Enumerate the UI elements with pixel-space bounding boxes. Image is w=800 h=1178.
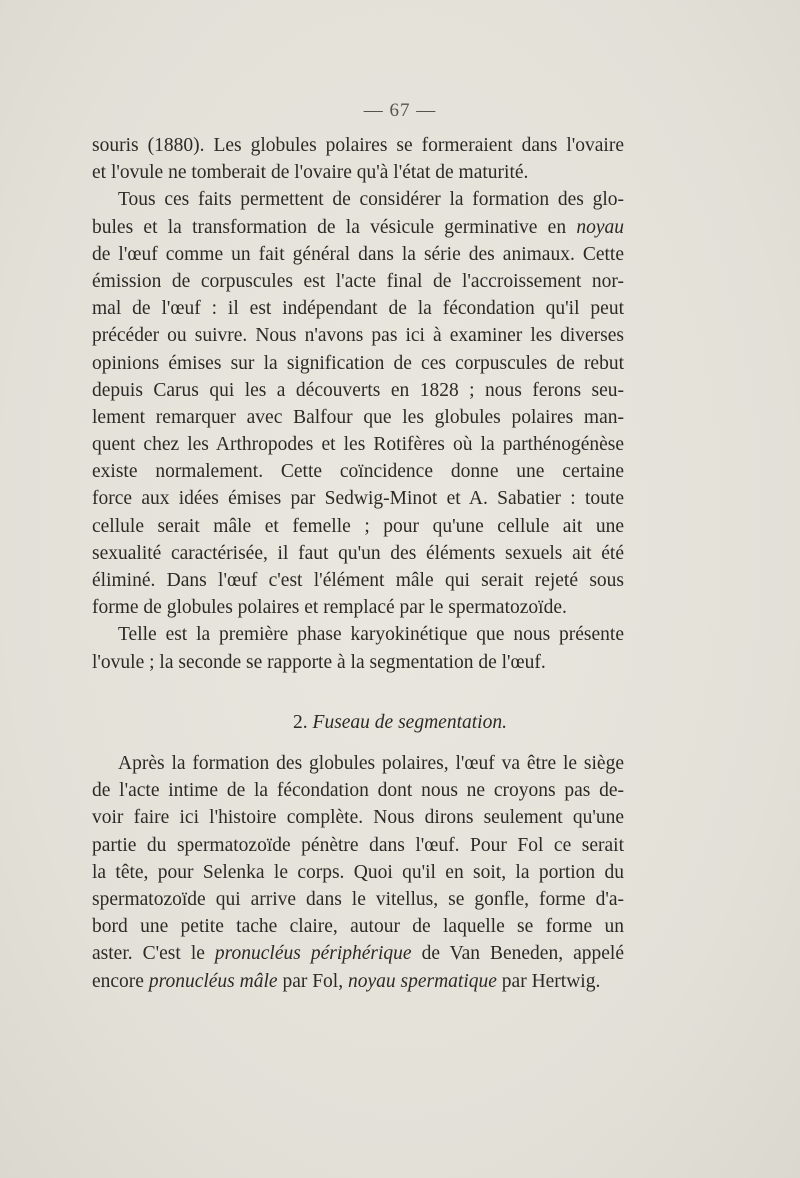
text-line: quent chez les Arthropodes et les Rotifères où la parthénogénèse <box>92 434 624 456</box>
text-line: forme de globules polaires et remplacé par le spermatozoïde. <box>92 597 567 619</box>
text-line: lement remarquer avec Balfour que les globules polaires man- <box>92 406 624 428</box>
body-text-top <box>92 132 624 676</box>
text-fragment: encore <box>92 970 149 992</box>
text-line: bord une petite tache claire, autour de laquelle se forme un <box>92 916 624 938</box>
section-number: 2. <box>293 712 308 733</box>
text-line: spermatozoïde qui arrive dans le vitellus, se gonfle, forme d'a- <box>92 888 624 910</box>
text-line: sexualité caractérisée, il faut qu'un des éléments sexuels ait été <box>92 542 624 564</box>
text-line: la tête, pour Selenka le corps. Quoi qu'il en soit, la portion du <box>92 861 624 883</box>
text-line <box>92 968 624 995</box>
text-line: Après la formation des globules polaires, l'œuf va être le siège <box>118 753 624 774</box>
text-line: opinions émises sur la signification de ces corpuscules de rebut <box>92 352 624 374</box>
text-fragment: aster. C'est le <box>92 943 215 965</box>
italic-term: noyau spermatique <box>347 970 497 992</box>
text-line <box>92 214 624 241</box>
text-line: mal de l'œuf : il est indépendant de la fécondation qu'il peut <box>92 298 624 320</box>
text-line: voir faire ici l'histoire complète. Nous dirons seulement qu'une <box>92 807 624 829</box>
text-line: et l'ovule ne tomberait de l'ovaire qu'à l'état de maturité. <box>92 162 529 184</box>
text-fragment: par Hertwig. <box>496 970 601 992</box>
text-line: cellule serait mâle et femelle ; pour qu'une cellule ait une <box>92 515 624 537</box>
text-line: depuis Carus qui les a découverts en 1828 ; nous ferons seu- <box>92 379 624 401</box>
text-line: souris (1880). Les globules polaires se formeraient dans l'ovaire <box>92 135 624 156</box>
text-line: Tous ces faits permettent de considérer la formation des glo- <box>118 189 624 211</box>
italic-term: pronucléus mâle <box>148 970 278 992</box>
text-fragment: par Fol, <box>277 970 348 992</box>
text-line: partie du spermatozoïde pénètre dans l'œuf. Pour Fol ce serait <box>92 834 624 856</box>
text-line: précéder ou suivre. Nous n'avons pas ici à examiner les diverses <box>92 325 624 347</box>
body-text-bottom <box>92 750 624 995</box>
text-line: de l'acte intime de la fécondation dont nous ne croyons pas de- <box>92 780 624 802</box>
section-heading <box>0 712 800 734</box>
text-line: l'ovule ; la seconde se rapporte à la segmentation de l'œuf. <box>92 651 546 673</box>
italic-term: noyau <box>576 216 624 238</box>
text-line: existe normalement. Cette coïncidence donne une certaine <box>92 461 624 483</box>
section-title: Fuseau de segmentation. <box>312 712 507 733</box>
text-fragment: de Van Beneden, appelé <box>411 943 624 965</box>
text-line: de l'œuf comme un fait général dans la série des animaux. Cette <box>92 243 624 265</box>
page-number: — 67 — <box>363 100 437 121</box>
text-fragment: bules et la transformation de la vésicule germinative en <box>92 216 577 238</box>
text-line <box>92 940 624 967</box>
text-line: éliminé. Dans l'œuf c'est l'élément mâle qui serait rejeté sous <box>92 570 624 591</box>
text-line: force aux idées émises par Sedwig-Minot et A. Sabatier : toute <box>92 488 624 510</box>
text-line: émission de corpuscules est l'acte final de l'accroissement nor- <box>92 270 624 292</box>
text-line: Telle est la première phase karyokinétique que nous présente <box>118 624 624 646</box>
italic-term: pronucléus périphérique <box>214 943 412 965</box>
